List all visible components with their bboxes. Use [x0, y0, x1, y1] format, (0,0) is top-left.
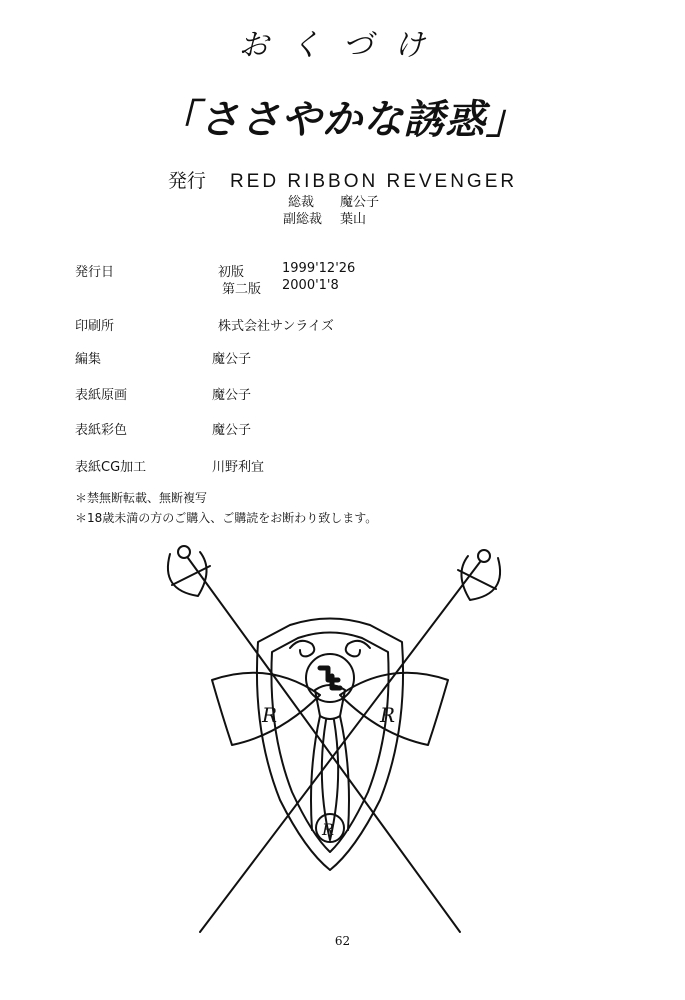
printer-label: 印刷所	[75, 319, 115, 334]
cover-cg-value: 川野利宜	[212, 460, 265, 475]
publisher-name: RED RIBBON REVENGER	[229, 171, 518, 192]
emblem-letter: R	[322, 820, 335, 839]
page-number: 62	[334, 934, 351, 948]
editor-label: 編集	[75, 352, 102, 367]
printer-value: 株式会社サンライズ	[218, 319, 334, 334]
staff-role: 総裁	[288, 195, 315, 210]
cover-art-label: 表紙原画	[75, 388, 128, 403]
emblem-letter: R	[380, 703, 396, 727]
cover-art-value: 魔公子	[212, 388, 252, 403]
cover-color-label: 表紙彩色	[75, 423, 128, 438]
publisher-label: 発行	[167, 170, 206, 192]
first-edition-date: 1999'12'26	[282, 261, 356, 276]
cover-color-value: 魔公子	[212, 423, 252, 438]
page-heading: おくづけ	[238, 28, 447, 63]
second-edition-date: 2000'1'8	[282, 278, 339, 293]
note-item: ＊18歳未満の方のご購入、ご購読をお断わり致します。	[75, 511, 378, 525]
staff-role: 副総裁	[283, 212, 323, 227]
crossed-swords-ribbon-crest-icon	[140, 530, 520, 940]
note-item: ＊禁無断転載、無断複写	[75, 491, 208, 505]
second-edition-label: 第二版	[222, 282, 262, 297]
book-title: 「ささやかな誘惑」	[158, 97, 527, 143]
first-edition-label: 初版	[218, 265, 245, 280]
emblem-letter: R	[262, 703, 278, 727]
editor-value: 魔公子	[212, 352, 252, 367]
release-date-label: 発行日	[75, 265, 115, 280]
cover-cg-label: 表紙CG加工	[75, 460, 147, 475]
staff-name: 葉山	[340, 212, 367, 227]
publisher-row	[0, 166, 685, 193]
staff-name: 魔公子	[340, 195, 380, 210]
